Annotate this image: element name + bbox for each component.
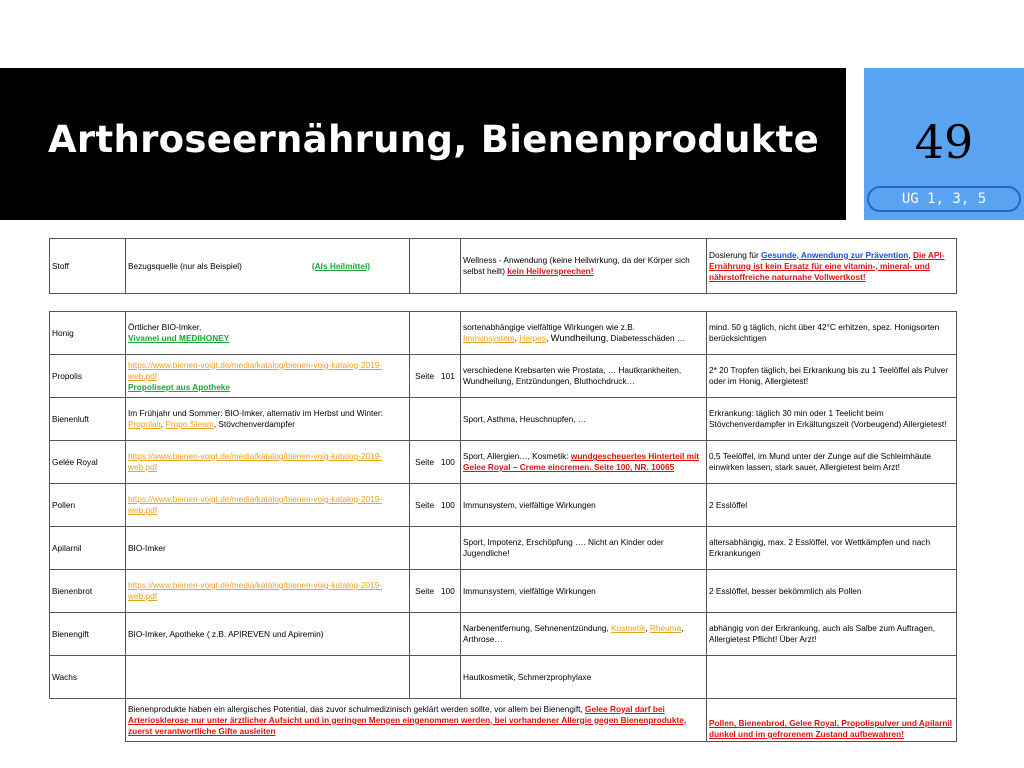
stoff-cell: Gelée Royal [50,441,126,484]
dose-cell [707,656,957,699]
source-cell [126,570,410,613]
dose-cell: 2 Esslöffel, besser bekömmlich als Pollen [707,570,957,613]
header-wellness-warning: kein Heilversprechen! [507,266,594,276]
stoff-cell: Bienenbrot [50,570,126,613]
table-row [50,656,957,699]
wirkung-cell: verschiedene Krebsarten wie Prostata, … Hautkrankheiten, Wundheilung, Entzündungen, Bluthochdruck… [461,355,707,398]
page-cell [410,398,461,441]
dose-cell: altersabhängig, max. 2 Esslöffel, vor Wettkämpfen und nach Erkrankungen [707,527,957,570]
table-row [50,570,957,613]
header-wellness [461,239,707,294]
dose-cell: 0,5 Teelöffel, im Mund unter der Zunge auf die Schleimhäute einwirken lassen, stark sauer, Allergietest beim Arzt! [707,441,957,484]
ug-badge: UG 1, 3, 5 [867,186,1021,212]
wirkung-sep: , [645,623,650,633]
page-cell [410,613,461,656]
footer-storage-warning: Pollen, Bienenbrod, Gelee Royal, Propolispulver und Apilarnil dunkel und im gefrorenem Zustand aufbewahren! [709,718,953,739]
propo-steam-link[interactable]: Propo Steam [165,419,214,429]
dose-cell: mind. 50 g täglich, nicht über 42°C erhitzen, spez. Honigsorten berücksichtigen [707,312,957,355]
stoff-cell: Honig [50,312,126,355]
source-cell: BIO-Imker [126,527,410,570]
herpes-link[interactable]: Herpes [519,333,547,343]
footer-empty-cell [50,699,126,742]
page-cell [410,312,461,355]
source-text: Örtlicher BIO-Imker, [128,322,202,332]
als-heilmittel-link[interactable]: (Als Heilmittel) [311,260,371,271]
kosmetik-link[interactable]: Kosmetik [611,623,646,633]
header-table [49,238,957,294]
seite-label: Seite [415,456,435,467]
page-number: 101 [441,370,455,381]
wirkung-text: Sport, Allergien…, Kosmetik: [463,451,571,461]
wirkung-text: sortenabhängige vielfältige Wirkungen wie z.B. [463,322,636,332]
header-empty [410,239,461,294]
footer-note-warning: Gelee Royal darf bei Arteriosklerose nur unter ärztlicher Aufsicht und in geringen Mengen eingenommen werden, bei vorhandener Allergie gegen Bienenprodukte, zuerst verantwortliche Gifte ausleiten [128,703,687,736]
dose-cell: abhängig von der Erkrankung, auch als Salbe zum Auftragen, Allergietest Pflicht! Über Arzt! [707,613,957,656]
slide-title: Arthroseernährung, Bienenprodukte [48,118,820,161]
wundheilung-text: Wundheilung [550,333,606,344]
propolisept-link[interactable]: Propolisept aus Apotheke [128,381,231,392]
source-cell [126,312,410,355]
propolair-link[interactable]: Propolair [128,419,161,429]
table-row [50,527,957,570]
dose-cell: 2 Esslöffel [707,484,957,527]
slide-number: 49 [914,115,974,169]
stoff-cell: Wachs [50,656,126,699]
dose-cell: Erkrankung: täglich 30 min oder 1 Teelicht beim Stövchenverdampfer in Erkältungszeit (Vorbeugend) Allergietest! [707,398,957,441]
page-cell [410,441,461,484]
wirkung-warning: wundgescheuertes Hinterteil mit Gelee Royal – Creme eincremen. Seite 100, NR. 10065 [463,451,700,472]
footer-note-text: Bienenprodukte haben ein allergisches Potential, das zuvor schulmedizinisch geklärt werden sollte, vor allem bei Bienengift, [128,703,586,714]
source-cell [126,484,410,527]
page-cell [410,484,461,527]
stoff-cell: Apilarnil [50,527,126,570]
products-table [49,311,957,742]
stoff-cell: Propolis [50,355,126,398]
source-cell [126,441,410,484]
katalog-link[interactable]: https://www.bienen-voigt.de/media/katalog/bienen-voig-katalog-2019-web.pdf [128,359,383,381]
wirkung-cell: Immunsystem, vielfältige Wirkungen [461,484,707,527]
wirkung-cell [461,441,707,484]
header-row [50,239,957,294]
katalog-link[interactable]: https://www.bienen-voigt.de/media/katalog/bienen-voig-katalog-2019-web.pdf [128,580,383,601]
seite-label: Seite [415,370,435,381]
table-row [50,484,957,527]
seite-label: Seite [415,499,435,510]
header-stoff: Stoff [50,239,126,294]
page-cell [410,656,461,699]
header-dosierung-text: Dosierung für [709,249,762,260]
page-number: 100 [441,499,455,510]
source-text: Im Frühjahr und Sommer: BIO-Imker, alternativ im Herbst und Winter: [128,408,383,418]
wirkung-rest: , Arthrose… [463,623,684,644]
table-row [50,398,957,441]
page-cell [410,570,461,613]
header-wellness-text: Wellness - Anwendung (keine Heilwirkung, da der Körper sich selbst heilt) [463,255,690,276]
vivamel-link[interactable]: Vivamel und MEDIHONEY [128,333,230,343]
rheuma-link[interactable]: Rheuma [649,623,682,633]
page-cell [410,527,461,570]
stoff-cell: Pollen [50,484,126,527]
table-row [50,355,957,398]
stoff-cell: Bienengift [50,613,126,656]
footer-note-cell [126,699,707,742]
source-cell [126,398,410,441]
footer-row [50,699,957,742]
wirkung-cell [461,613,707,656]
praevention-link[interactable]: Gesunde, Anwendung zur Prävention [761,249,909,260]
wirkung-sep: , [546,333,551,343]
footer-storage-cell [707,699,957,742]
source-sep: , [160,419,166,429]
stoff-cell: Bienenluft [50,398,126,441]
katalog-link[interactable]: https://www.bienen-voigt.de/media/katalog/bienen-voig-katalog-2019-web.pdf [128,451,383,472]
wirkung-sep: , [514,333,520,343]
immunsystem-link[interactable]: Immunsystem [463,333,515,343]
header-dosierung-sep: , [908,249,913,260]
source-rest: , Stövchenverdampfer [213,419,295,429]
page-number: 100 [441,456,455,467]
katalog-link[interactable]: https://www.bienen-voigt.de/media/katalog/bienen-voig-katalog-2019-web.pdf [128,494,383,515]
source-cell [126,656,410,699]
wirkung-cell [461,312,707,355]
header-dosierung-warning: Die API-Ernährung ist kein Ersatz für eine vitamin-, mineral- und nährstoffreiche naturnahe Vollwertkost! [709,249,945,282]
dose-cell: 2* 20 Tropfen täglich, bei Erkrankung bis zu 1 Teelöffel als Pulver oder im Honig, Allergietest! [707,355,957,398]
source-cell [126,355,410,398]
wirkung-rest: , Diabetesschäden … [605,333,686,343]
wirkung-cell: Sport, Asthma, Heuschnupfen, … [461,398,707,441]
wirkung-cell: Immunsystem, vielfältige Wirkungen [461,570,707,613]
page-cell [410,355,461,398]
wirkung-text: Narbenentfernung, Sehnenentzündung, [463,623,612,633]
wirkung-cell: Sport, Impotenz, Erschöpfung …. Nicht an Kinder oder Jugendliche! [461,527,707,570]
header-dosierung [707,239,957,294]
header-bezugsquelle [126,239,410,294]
table-row [50,613,957,656]
page-number: 100 [441,585,455,596]
seite-label: Seite [415,585,435,596]
table-row [50,312,957,355]
table-row [50,441,957,484]
source-cell: BIO-Imker, Apotheke ( z.B. APIREVEN und Apiremin) [126,613,410,656]
header-bezugsquelle-label: Bezugsquelle (nur als Beispiel) [128,260,242,271]
wirkung-cell: Hautkosmetik, Schmerzprophylaxe [461,656,707,699]
